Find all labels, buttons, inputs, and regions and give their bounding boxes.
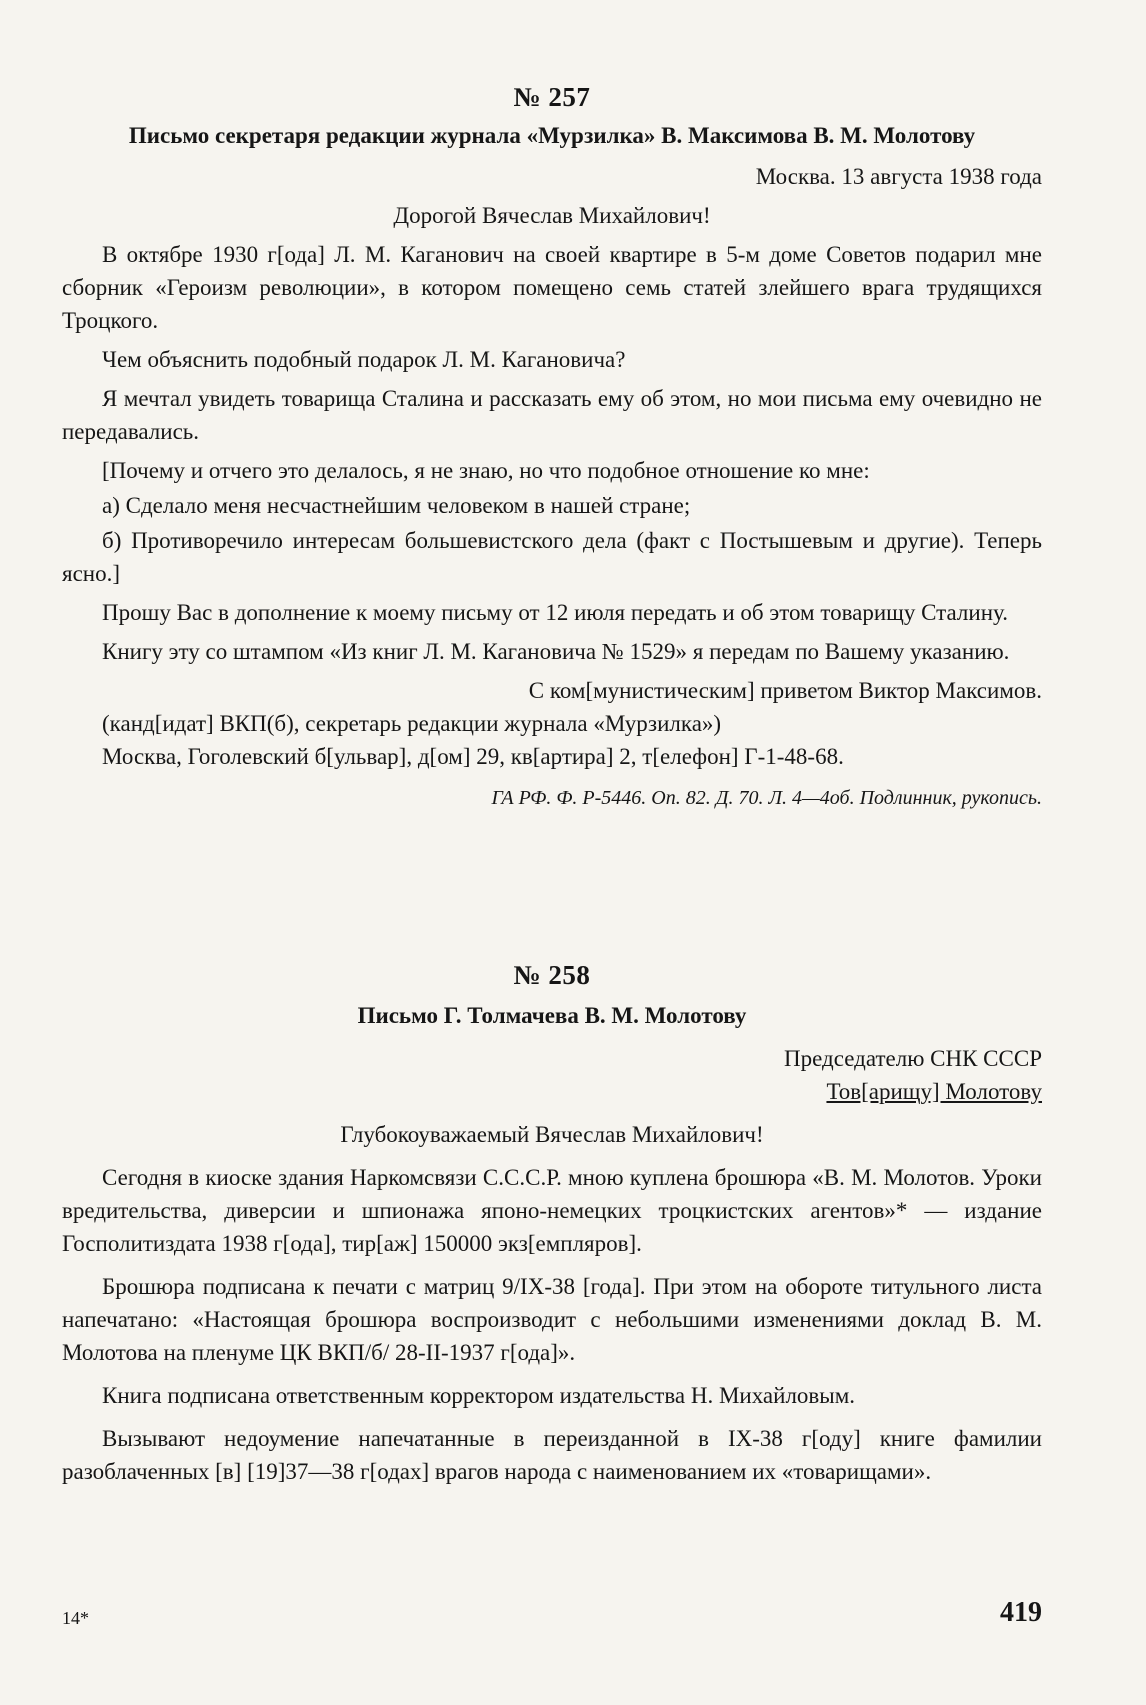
addressee-line: Тов[арищу] Молотову	[826, 1079, 1042, 1104]
salutation: Дорогой Вячеслав Михайлович!	[393, 203, 711, 228]
document-number: № 258	[513, 960, 591, 990]
paragraph: Чем объяснить подобный подарок Л. М. Кагановича?	[102, 347, 626, 372]
document-title: Письмо секретаря редакции журнала «Мурзилка» В. Максимова В. М. Молотову	[128, 123, 976, 148]
salutation: Глубокоуважаемый Вячеслав Михайлович!	[340, 1122, 764, 1147]
document-title: Письмо Г. Толмачева В. М. Молотову	[357, 1003, 747, 1028]
signature-mark: 14*	[62, 1608, 89, 1628]
list-item: б) Противоречило интересам большевистского дела (факт с Постышевым и другие). Теперь ясно.]	[62, 528, 1042, 586]
document-number: № 257	[513, 82, 591, 112]
signature: С ком[мунистическим] приветом Виктор Максимов.	[528, 678, 1042, 703]
page-number: 419	[1000, 1597, 1042, 1628]
author-position: (канд[идат] ВКП(б), секретарь редакции журнала «Мурзилка»)	[102, 711, 722, 736]
paragraph: Прошу Вас в дополнение к моему письму от 12 июля передать и об этом товарищу Сталину.	[102, 600, 1008, 625]
place-date: Москва. 13 августа 1938 года	[755, 164, 1042, 189]
paragraph: Брошюра подписана к печати с матриц 9/IX-38 [года]. При этом на обороте титульного листа напечатано: «Настоящая брошюра воспроизводит с небольшими изменениями доклад В. М. Молотова на пленуме ЦК ВКП/б/ 28-II-1937 г[ода]».	[62, 1274, 1042, 1365]
paragraph: Книга подписана ответственным корректором издательства Н. Михайловым.	[102, 1383, 856, 1408]
paragraph: [Почему и отчего это делалось, я не знаю, но что подобное отношение ко мне:	[102, 458, 870, 483]
document-257	[62, 82, 1042, 813]
list-item: а) Сделало меня несчастнейшим человеком в нашей стране;	[102, 493, 691, 518]
paragraph: Книгу эту со штампом «Из книг Л. М. Кагановича № 1529» я передам по Вашему указанию.	[102, 639, 1010, 664]
document-258	[62, 960, 1042, 1488]
author-address: Москва, Гоголевский б[ульвар], д[ом] 29, кв[артира] 2, т[елефон] Г-1-48-68.	[102, 744, 844, 769]
paragraph: В октябре 1930 г[ода] Л. М. Каганович на своей квартире в 5-м доме Советов подарил мне сборник «Героизм революции», в котором помещено семь статей злейшего врага трудящихся Троцкого.	[62, 242, 1042, 333]
paragraph: Вызывают недоумение напечатанные в переизданной в IX-38 г[оду] книге фамилии разоблаченных [в] [19]37—38 г[одах] врагов народа с наименованием их «товарищами».	[62, 1426, 1042, 1484]
paragraph: Я мечтал увидеть товарища Сталина и рассказать ему об этом, но мои письма ему очевидно не передавались.	[62, 386, 1042, 444]
archive-source: ГА РФ. Ф. Р-5446. Оп. 82. Д. 70. Л. 4—4об. Подлинник, рукопись.	[491, 787, 1042, 809]
paragraph: Сегодня в киоске здания Наркомсвязи С.С.С.Р. мною куплена брошюра «В. М. Молотов. Уроки вредительства, диверсии и шпионажа японо-немецких троцкистских агентов»* — издание Госполитиздата 1938 г[ода], тир[аж] 150000 экз[емпляров].	[62, 1165, 1042, 1256]
addressee-line: Председателю СНК СССР	[784, 1046, 1042, 1071]
